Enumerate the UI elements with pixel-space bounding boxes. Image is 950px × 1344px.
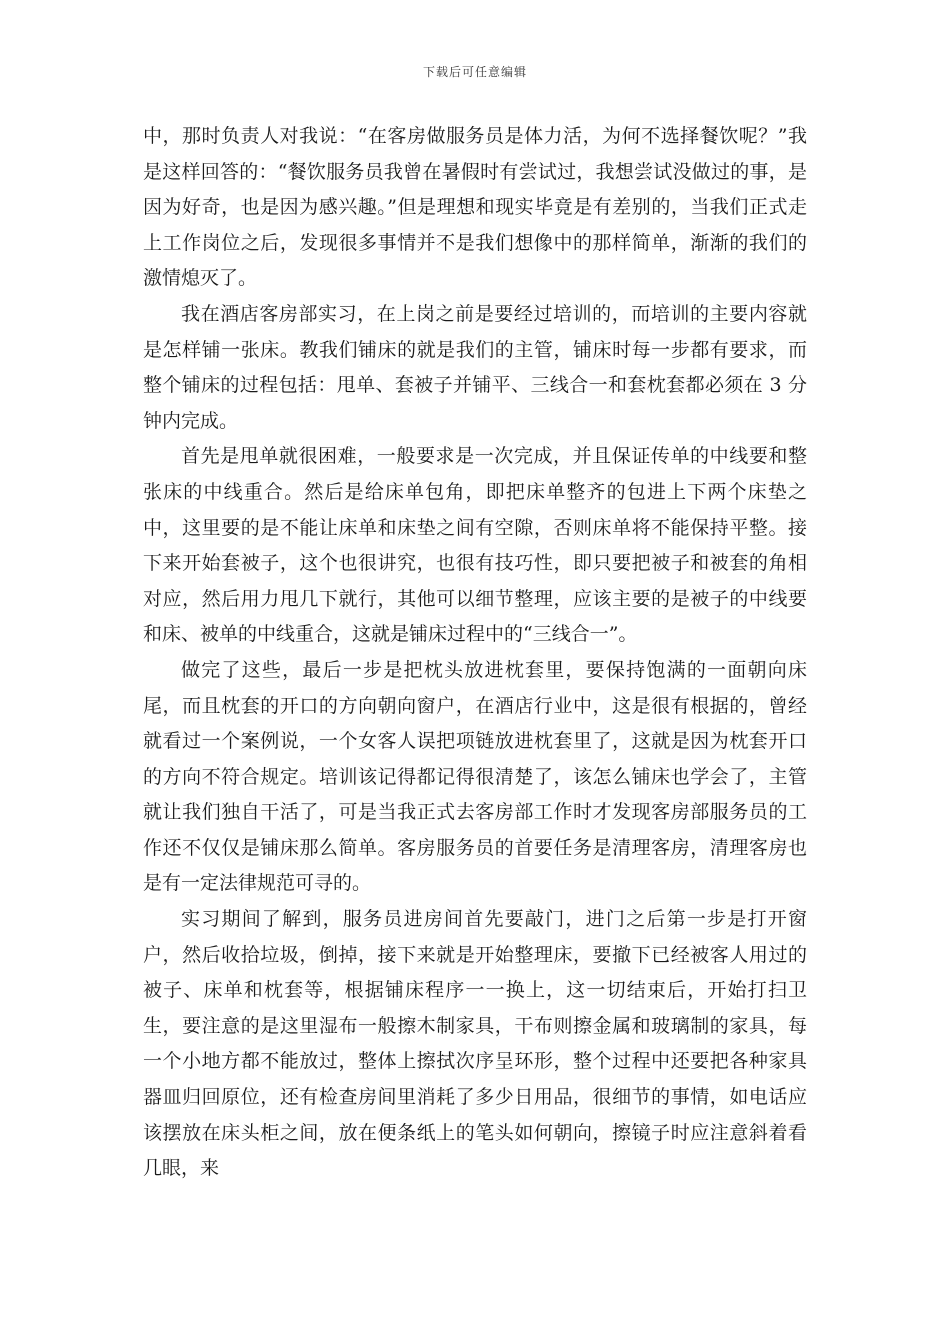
paragraph-5: 实习期间了解到，服务员进房间首先要敲门，进门之后第一步是打开窗户，然后收拾垃圾，倒掉，接下来就是开始整理床，要撤下已经被客人用过的被子、床单和枕套等，根据铺床程序一一换上，这一切结束后，开始打扫卫生，要注意的是这里湿布一般擦木制家具，干布则擦金属和玻璃制的家具，每一个小地方都不能放过，整体上擦拭次序呈环形，整个过程中还要把各种家具器皿归回原位，还有检查房间里消耗了多少日用品，很细节的事情，如电话应该摆放在床头柜之间，放在便条纸上的笔头如何朝向，擦镜子时应注意斜着看几眼，来 <box>143 908 807 1180</box>
document-body <box>143 119 807 1187</box>
paragraph-2: 我在酒店客房部实习，在上岗之前是要经过培训的，而培训的主要内容就是怎样铺一张床。教我们铺床的就是我们的主管，铺床时每一步都有要求，而整个铺床的过程包括：甩单、套被子并铺平、三线合一和套枕套都必须在 3 分钟内完成。 <box>143 302 807 432</box>
paragraph-1: 中，那时负责人对我说：“在客房做服务员是体力活，为何不选择餐饮呢？”我是这样回答的：“餐饮服务员我曾在暑假时有尝试过，我想尝试没做过的事，是因为好奇，也是因为感兴趣。”但是理想和现实毕竟是有差别的，当我们正式走上工作岗位之后，发现很多事情并不是我们想像中的那样简单，渐渐的我们的激情熄灭了。 <box>143 125 807 290</box>
paragraph-4: 做完了这些，最后一步是把枕头放进枕套里，要保持饱满的一面朝向床尾，而且枕套的开口的方向朝向窗户，在酒店行业中，这是很有根据的，曾经就看过一个案例说，一个女客人误把项链放进枕套里了，这就是因为枕套开口的方向不符合规定。培训该记得都记得很清楚了，该怎么铺床也学会了，主管就让我们独自干活了，可是当我正式去客房部工作时才发现客房部服务员的工作还不仅仅是铺床那么简单。客房服务员的首要任务是清理客房，清理客房也是有一定法律规范可寻的。 <box>143 658 807 895</box>
paragraph-3: 首先是甩单就很困难，一般要求是一次完成，并且保证传单的中线要和整张床的中线重合。然后是给床单包角，即把床单整齐的包进上下两个床垫之中，这里要的是不能让床单和床垫之间有空隙，否则床单将不能保持平整。接下来开始套被子，这个也很讲究，也很有技巧性，即只要把被子和被套的角相对应，然后用力甩几下就行，其他可以细节整理，应该主要的是被子的中线要和床、被单的中线重合，这就是铺床过程中的“三线合一”。 <box>143 445 807 646</box>
page-header: 下载后可任意编辑 <box>422 65 527 79</box>
